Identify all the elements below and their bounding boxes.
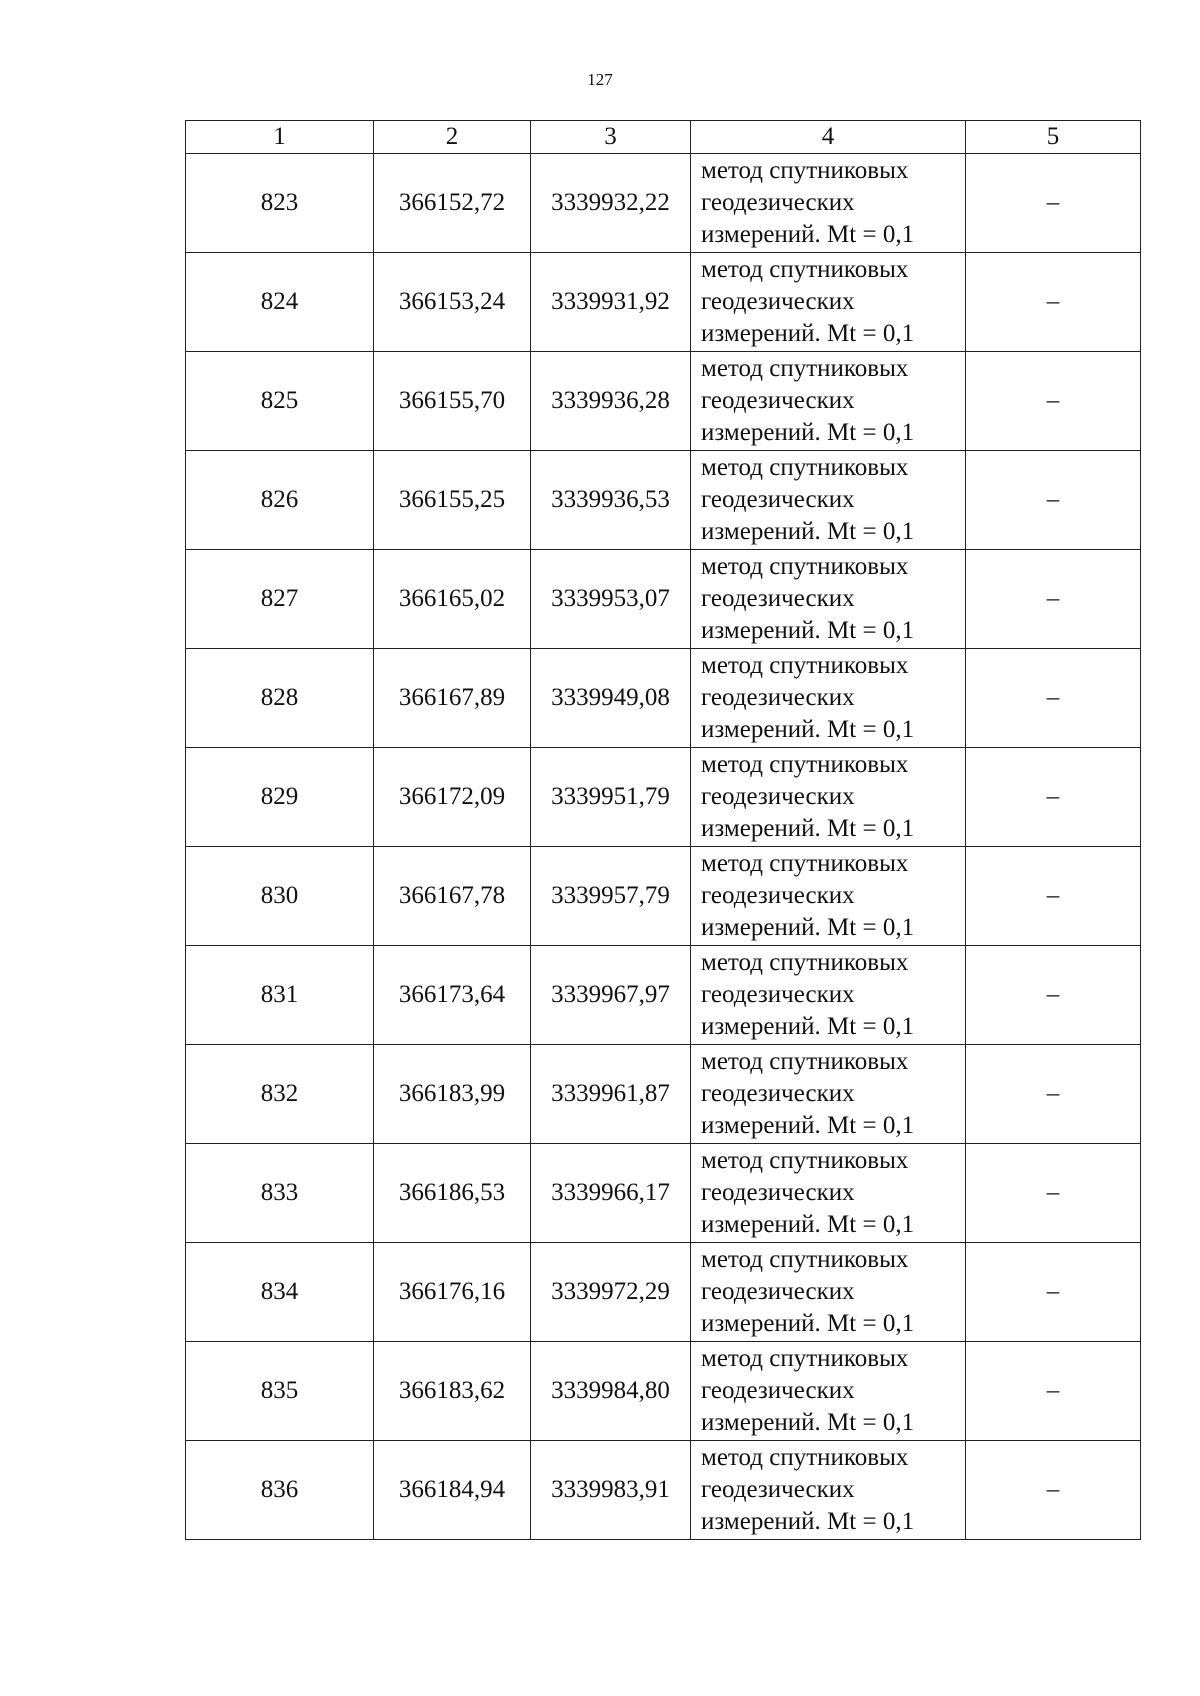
table-header-row	[186, 121, 1141, 154]
method-line: измерений. Mt = 0,1	[701, 617, 915, 644]
x-coordinate-cell: 366184,94	[374, 1441, 531, 1540]
x-coordinate-cell: 366186,53	[374, 1144, 531, 1243]
method-line: геодезических	[701, 1179, 855, 1206]
column-header: 2	[374, 121, 531, 154]
method-line: геодезических	[701, 1080, 855, 1107]
method-line: геодезических	[701, 1278, 855, 1305]
method-line: измерений. Mt = 0,1	[701, 419, 915, 446]
point-number-cell: 829	[186, 748, 374, 847]
table-row	[186, 1144, 1141, 1243]
method-cell	[691, 946, 966, 1045]
page-number: 127	[587, 70, 613, 89]
x-coordinate-cell: 366165,02	[374, 550, 531, 649]
y-coordinate-cell: 3339972,29	[531, 1243, 691, 1342]
table-row	[186, 946, 1141, 1045]
table-row	[186, 1342, 1141, 1441]
x-coordinate-cell: 366176,16	[374, 1243, 531, 1342]
method-cell	[691, 1441, 966, 1540]
method-cell	[691, 1045, 966, 1144]
column-header: 5	[966, 121, 1141, 154]
note-cell: –	[966, 550, 1141, 649]
method-line: измерений. Mt = 0,1	[701, 1211, 915, 1238]
note-cell: –	[966, 748, 1141, 847]
y-coordinate-cell: 3339936,53	[531, 451, 691, 550]
x-coordinate-cell: 366172,09	[374, 748, 531, 847]
y-coordinate-cell: 3339932,22	[531, 154, 691, 253]
method-line: измерений. Mt = 0,1	[701, 716, 915, 743]
note-cell: –	[966, 451, 1141, 550]
method-cell	[691, 451, 966, 550]
point-number-cell: 823	[186, 154, 374, 253]
method-line: измерений. Mt = 0,1	[701, 815, 915, 842]
y-coordinate-cell: 3339961,87	[531, 1045, 691, 1144]
y-coordinate-cell: 3339953,07	[531, 550, 691, 649]
table-row	[186, 253, 1141, 352]
note-cell: –	[966, 1441, 1141, 1540]
point-number-cell: 835	[186, 1342, 374, 1441]
table-row	[186, 154, 1141, 253]
y-coordinate-cell: 3339966,17	[531, 1144, 691, 1243]
method-line: метод спутниковых	[701, 850, 909, 877]
method-line: геодезических	[701, 684, 855, 711]
y-coordinate-cell: 3339983,91	[531, 1441, 691, 1540]
note-cell: –	[966, 1243, 1141, 1342]
method-line: измерений. Mt = 0,1	[701, 1508, 915, 1535]
x-coordinate-cell: 366167,89	[374, 649, 531, 748]
method-cell	[691, 550, 966, 649]
y-coordinate-cell: 3339931,92	[531, 253, 691, 352]
method-line: измерений. Mt = 0,1	[701, 1409, 915, 1436]
method-cell	[691, 253, 966, 352]
method-line: геодезических	[701, 783, 855, 810]
note-cell: –	[966, 154, 1141, 253]
y-coordinate-cell: 3339949,08	[531, 649, 691, 748]
method-line: метод спутниковых	[701, 1147, 909, 1174]
point-number-cell: 832	[186, 1045, 374, 1144]
method-line: измерений. Mt = 0,1	[701, 914, 915, 941]
method-cell	[691, 748, 966, 847]
point-number-cell: 827	[186, 550, 374, 649]
method-line: метод спутниковых	[701, 553, 909, 580]
point-number-cell: 833	[186, 1144, 374, 1243]
method-line: геодезических	[701, 288, 855, 315]
table-row	[186, 1045, 1141, 1144]
point-number-cell: 824	[186, 253, 374, 352]
method-line: метод спутниковых	[701, 355, 909, 382]
method-line: метод спутниковых	[701, 1246, 909, 1273]
x-coordinate-cell: 366183,99	[374, 1045, 531, 1144]
note-cell: –	[966, 946, 1141, 1045]
column-header: 3	[531, 121, 691, 154]
y-coordinate-cell: 3339967,97	[531, 946, 691, 1045]
method-cell	[691, 649, 966, 748]
point-number-cell: 830	[186, 847, 374, 946]
method-line: метод спутниковых	[701, 454, 909, 481]
table-row	[186, 550, 1141, 649]
point-number-cell: 836	[186, 1441, 374, 1540]
point-number-cell: 831	[186, 946, 374, 1045]
x-coordinate-cell: 366155,25	[374, 451, 531, 550]
column-header: 4	[691, 121, 966, 154]
y-coordinate-cell: 3339957,79	[531, 847, 691, 946]
note-cell: –	[966, 649, 1141, 748]
point-number-cell: 828	[186, 649, 374, 748]
note-cell: –	[966, 847, 1141, 946]
x-coordinate-cell: 366155,70	[374, 352, 531, 451]
x-coordinate-cell: 366153,24	[374, 253, 531, 352]
table-row	[186, 1441, 1141, 1540]
method-line: измерений. Mt = 0,1	[701, 320, 915, 347]
method-cell	[691, 352, 966, 451]
method-line: метод спутниковых	[701, 652, 909, 679]
table-row	[186, 1243, 1141, 1342]
point-number-cell: 834	[186, 1243, 374, 1342]
point-number-cell: 825	[186, 352, 374, 451]
table-row	[186, 352, 1141, 451]
method-line: метод спутниковых	[701, 1444, 909, 1471]
method-line: метод спутниковых	[701, 157, 909, 184]
method-cell	[691, 847, 966, 946]
note-cell: –	[966, 1045, 1141, 1144]
table-row	[186, 847, 1141, 946]
note-cell: –	[966, 253, 1141, 352]
method-line: геодезических	[701, 882, 855, 909]
note-cell: –	[966, 1144, 1141, 1243]
method-line: геодезических	[701, 585, 855, 612]
method-cell	[691, 1144, 966, 1243]
method-line: метод спутниковых	[701, 751, 909, 778]
method-line: измерений. Mt = 0,1	[701, 1013, 915, 1040]
coordinates-table	[185, 120, 1141, 1540]
table-row	[186, 748, 1141, 847]
method-line: геодезических	[701, 189, 855, 216]
method-line: метод спутниковых	[701, 1048, 909, 1075]
x-coordinate-cell: 366183,62	[374, 1342, 531, 1441]
y-coordinate-cell: 3339936,28	[531, 352, 691, 451]
method-cell	[691, 154, 966, 253]
method-line: измерений. Mt = 0,1	[701, 1112, 915, 1139]
note-cell: –	[966, 1342, 1141, 1441]
y-coordinate-cell: 3339984,80	[531, 1342, 691, 1441]
method-cell	[691, 1342, 966, 1441]
method-line: метод спутниковых	[701, 256, 909, 283]
method-line: измерений. Mt = 0,1	[701, 221, 915, 248]
x-coordinate-cell: 366173,64	[374, 946, 531, 1045]
method-line: геодезических	[701, 981, 855, 1008]
y-coordinate-cell: 3339951,79	[531, 748, 691, 847]
note-cell: –	[966, 352, 1141, 451]
point-number-cell: 826	[186, 451, 374, 550]
method-line: метод спутниковых	[701, 949, 909, 976]
method-line: геодезических	[701, 1377, 855, 1404]
column-header: 1	[186, 121, 374, 154]
table-row	[186, 451, 1141, 550]
method-line: геодезических	[701, 387, 855, 414]
method-line: измерений. Mt = 0,1	[701, 1310, 915, 1337]
method-line: измерений. Mt = 0,1	[701, 518, 915, 545]
method-line: геодезических	[701, 1476, 855, 1503]
method-line: геодезических	[701, 486, 855, 513]
method-cell	[691, 1243, 966, 1342]
x-coordinate-cell: 366167,78	[374, 847, 531, 946]
x-coordinate-cell: 366152,72	[374, 154, 531, 253]
method-line: метод спутниковых	[701, 1345, 909, 1372]
table-row	[186, 649, 1141, 748]
